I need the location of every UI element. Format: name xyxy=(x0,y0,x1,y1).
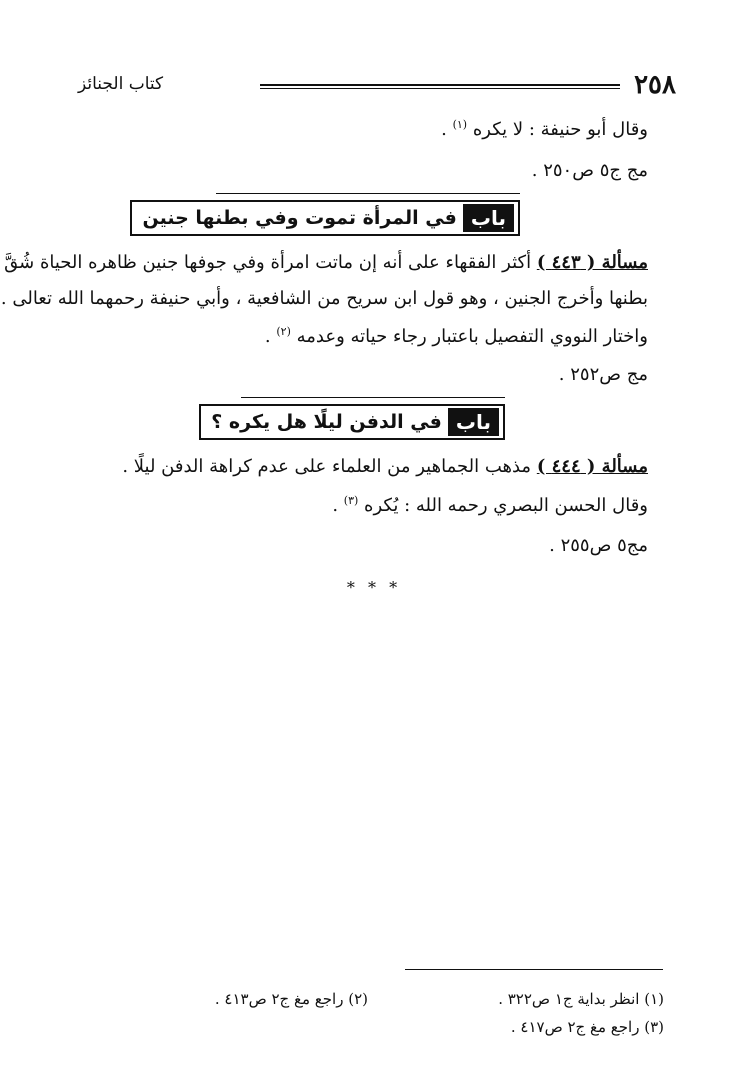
running-title: كتاب الجنائز xyxy=(78,74,164,94)
reference-line: مج٥ ص٢٥٥ . xyxy=(549,535,648,556)
chapter-heading xyxy=(130,200,520,236)
footnote-1: (١) انظر بداية ج١ ص٣٢٢ . xyxy=(498,990,664,1008)
chapter-title: في الدفن ليلًا هل يكره ؟ xyxy=(211,411,442,433)
paragraph-line xyxy=(332,494,648,516)
text-run: . xyxy=(264,326,271,347)
masala-label: مسألة ( ٤٤٤ ) xyxy=(536,456,648,477)
paragraph-line xyxy=(4,252,648,273)
header-rule xyxy=(260,84,620,89)
text-run: مذهب الجماهير من العلماء على عدم كراهة الدفن ليلًا . xyxy=(122,456,532,477)
chapter-title: في المرأة تموت وفي بطنها جنين xyxy=(142,207,457,229)
paragraph-line xyxy=(265,325,648,347)
bab-label: باب xyxy=(448,408,499,436)
masala-label: مسألة ( ٤٤٣ ) xyxy=(536,252,648,273)
text-line xyxy=(441,118,648,140)
footnote-ref: (٢) xyxy=(276,325,291,338)
chapter-rule xyxy=(241,397,505,398)
text-run: . xyxy=(441,119,447,140)
footnote-2: (٢) راجع مغ ج٢ ص٤١٣ . xyxy=(214,990,368,1008)
chapter-rule xyxy=(216,193,520,194)
footnote-rule xyxy=(405,969,663,970)
reference-line: مج ج٥ ص٢٥٠ . xyxy=(531,160,648,181)
footnote-3: (٣) راجع مغ ج٢ ص٤١٧ . xyxy=(510,1018,664,1036)
text-run: وقال الحسن البصري رحمه الله : يُكره xyxy=(364,495,648,516)
text-run: أكثر الفقهاء على أنه إن ماتت امرأة وفي جوفها جنين ظاهره الحياة شُقَّ xyxy=(4,252,532,273)
reference-line: مج ص٢٥٢ . xyxy=(558,364,648,385)
footnote-ref: (١) xyxy=(452,118,468,131)
page-number: ٢٥٨ xyxy=(634,70,676,100)
bab-label: باب xyxy=(463,204,514,232)
paragraph-line xyxy=(122,456,648,477)
text-run: وقال أبو حنيفة : لا يكره xyxy=(472,119,648,140)
chapter-box xyxy=(199,404,505,440)
text-run: . xyxy=(332,495,339,516)
footnote-ref: (٣) xyxy=(343,494,359,507)
chapter-heading xyxy=(199,404,505,440)
text-run: واختار النووي التفصيل باعتبار رجاء حياته وعدمه xyxy=(296,326,648,347)
section-separator: * * * xyxy=(346,578,402,597)
chapter-box xyxy=(130,200,520,236)
paragraph-line: بطنها وأخرج الجنين ، وهو قول ابن سريح من الشافعية ، وأبي حنيفة رحمهما الله تعالى . xyxy=(0,288,648,309)
